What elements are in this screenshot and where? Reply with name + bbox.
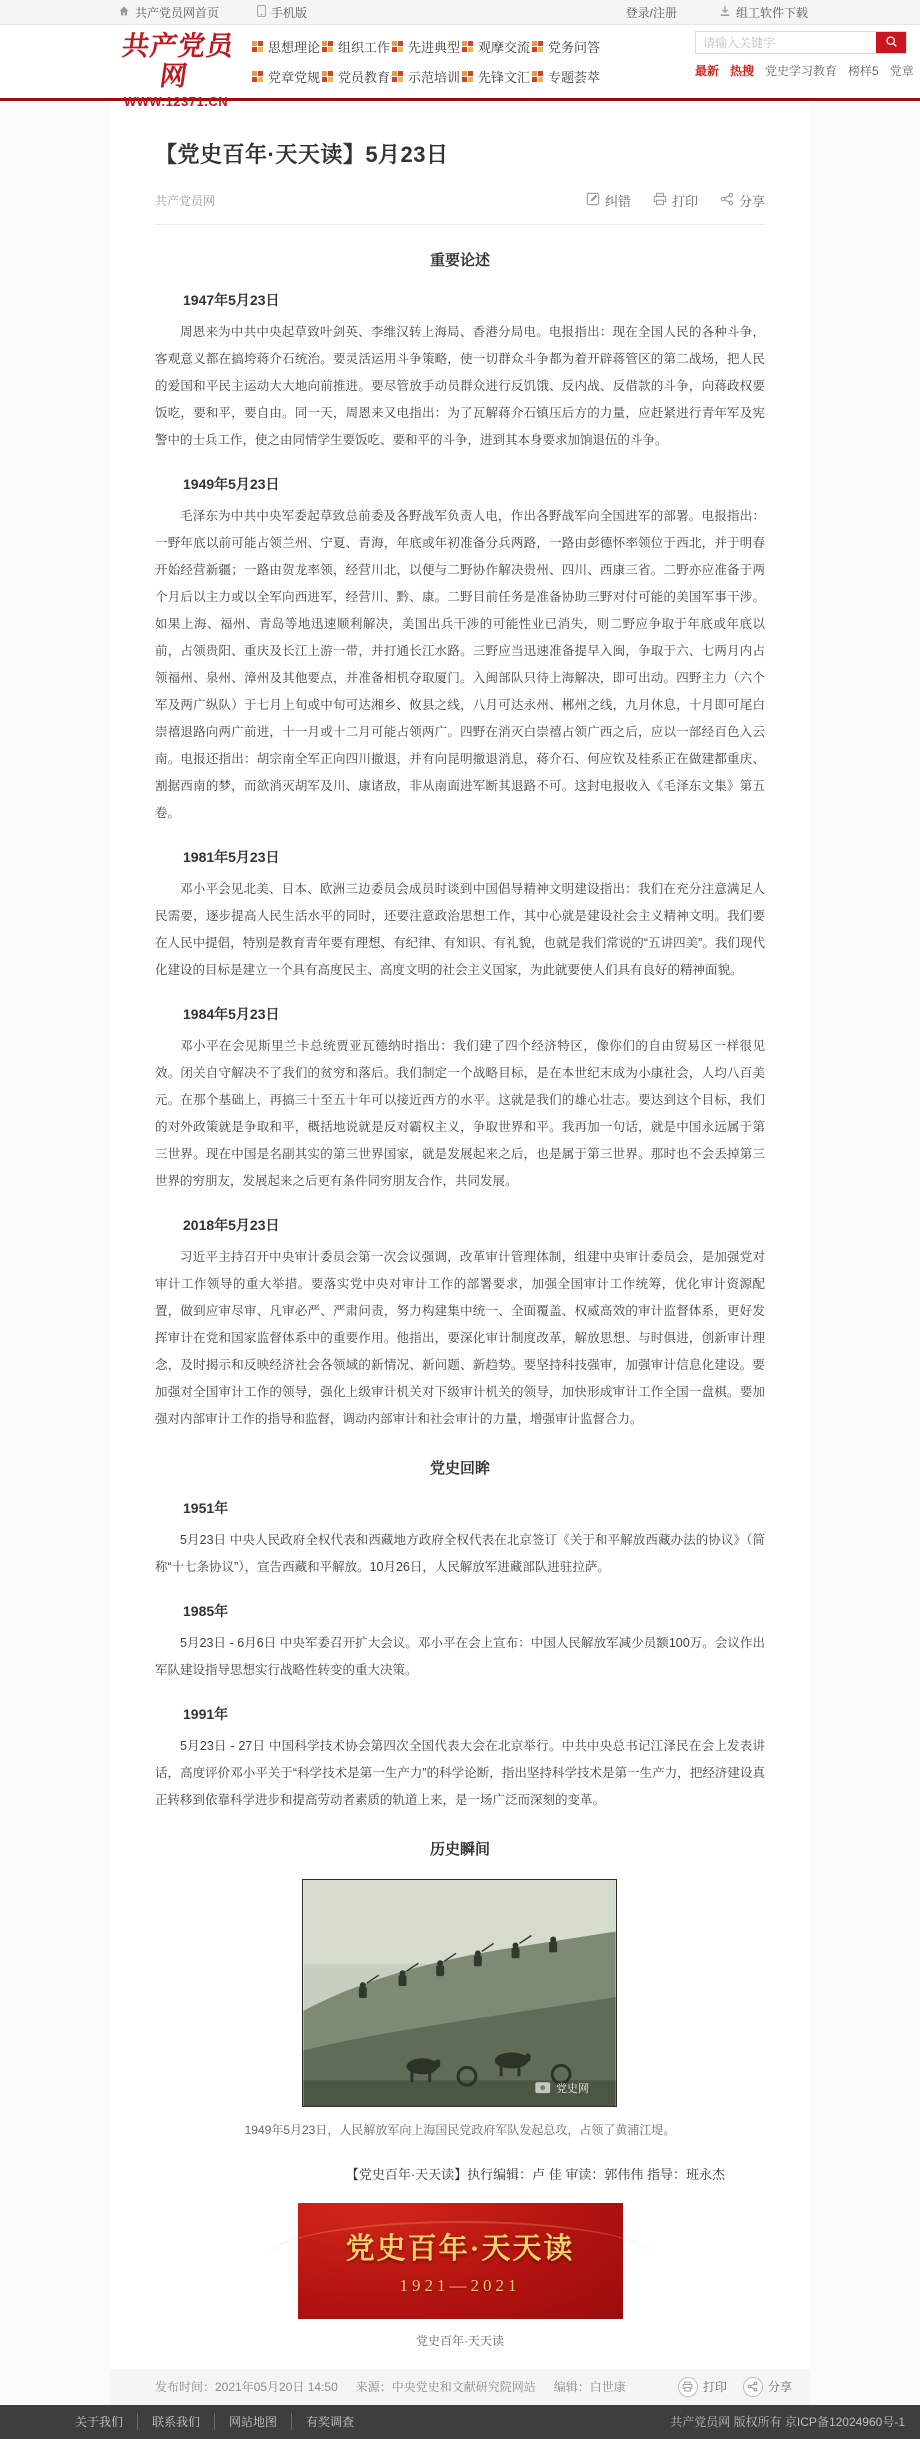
nav-label: 专题荟萃 <box>548 69 601 85</box>
footer-link-contact[interactable]: 联系我们 <box>137 2413 214 2430</box>
footer-link-survey[interactable]: 有奖调查 <box>291 2413 368 2430</box>
hotword-dangzhang[interactable]: 党章 <box>889 64 914 78</box>
home-icon <box>118 5 130 20</box>
date-heading: 1981年5月23日 <box>183 848 280 865</box>
hotwords-row <box>695 62 914 79</box>
photo-caption: 1949年5月23日，人民解放军向上海国民党政府军队发起总攻，占领了黄浦江堤。 <box>244 2122 676 2137</box>
print-label: 打印 <box>671 193 698 209</box>
series-banner[interactable] <box>298 2203 623 2319</box>
nav-item-zhuantihuicui[interactable] <box>532 67 602 86</box>
site-logo[interactable] <box>112 32 240 109</box>
article <box>110 101 810 2405</box>
section-heading-important-remarks: 重要论述 <box>429 251 490 269</box>
mobile-phone-icon <box>257 5 266 20</box>
hotword-resou[interactable]: 热搜 <box>730 64 755 78</box>
page-title: 【党史百年·天天读】5月23日 <box>155 141 449 167</box>
hotword-zuixin[interactable]: 最新 <box>695 64 720 78</box>
byline <box>155 191 765 210</box>
history-photo-figure <box>302 1879 619 2107</box>
publish-time: 发布时间：2021年05月20日 14:50 <box>155 2380 338 2395</box>
search-button[interactable] <box>876 32 906 53</box>
mobile-version-label: 手机版 <box>271 5 308 20</box>
share-label: 分享 <box>738 193 765 209</box>
nav-item-zuzhigongzuo[interactable] <box>322 37 392 56</box>
nav-label: 党员教育 <box>338 69 391 85</box>
section-heading-history-review: 党史回眸 <box>429 1459 490 1477</box>
nav-grid-icon <box>322 71 333 82</box>
print-label: 打印 <box>702 2380 727 2395</box>
date-heading: 1984年5月23日 <box>183 1005 280 1022</box>
correct-icon <box>586 192 600 209</box>
article-paragraph: 5月23日 - 27日 中国科学技术协会第四次全国代表大会在北京举行。中共中央总书记江泽民在会上发表讲话，高度评价邓小平关于“科学技术是第一生产力”的科学论断，指出坚持科学技术是第一生产力，把经济建设真正转移到依靠科学进步和提高劳动者素质的轨道上来，是一场广泛而深刻的变革。 <box>155 1738 765 1807</box>
search-area <box>695 31 914 79</box>
share-icon <box>720 192 734 209</box>
article-paragraph: 周恩来为中共中央起草致叶剑英、李维汉转上海局、香港分局电。电报指出：现在全国人民的各种斗争，客观意义都在搞垮蒋介石统治。要灵活运用斗争策略，使一切群众斗争都为着开辟蒋管区的第二战场，把人民的爱国和平民主运动大大地向前推进。要尽管放手动员群众进行反饥饿、反内战、反借款的斗争，向蒋政权要饭吃，要和平，要自由。同一天，周恩来又电指出：为了瓦解蒋介石镇压后方的力量，应赶紧进行青年军及宪警中的士兵工作，使之由同情学生要饭吃、要和平的斗争，进到其本身要求加饷退伍的斗争。 <box>155 324 765 447</box>
share-button-bottom[interactable] <box>743 2377 792 2397</box>
nav-item-guanmojiaoliu[interactable] <box>462 37 532 56</box>
photo-watermark: 党史网 <box>555 2082 589 2095</box>
share-label: 分享 <box>767 2380 792 2395</box>
nav-item-shifanpeixun[interactable] <box>392 67 462 86</box>
date-heading: 1947年5月23日 <box>183 291 280 308</box>
editor-credit-line: 【党史百年·天天读】执行编辑：卢 佳 审读：郭伟伟 指导：班永杰 <box>345 2166 725 2182</box>
main-nav <box>252 35 602 95</box>
site-header <box>0 25 920 110</box>
download-icon <box>719 5 731 20</box>
search-input[interactable] <box>696 32 876 53</box>
article-paragraph: 毛泽东为中共中央军委起草致总前委及各野战军负责人电，作出各野战军向全国进军的部署。电报指出：一野年底以前可能占领兰州、宁夏、青海，年底或年初准备分兵两路，一路由彭德怀率领位于西北，并于明春开始经营新疆；一路由贺龙率领，经营川北，以便与二野协作解决贵州、四川、西康三省。二野亦应准备于两个月后以主力或以全军向西进军，经营川、黔、康。二野目前任务是准备协助三野对付可能的美国军事干涉。如果上海、福州、青岛等地迅速顺利解决，美国出兵干涉的可能性业已消失，则二野应争取于年底或年底以前，占领贵阳、重庆及长江上游一带，并打通长江水路。三野应当迅速准备提早入闽，争取于六、七两月内占领福州、泉州、漳州及其他要点，并准备相机夺取厦门。入闽部队只待上海解决，即可出动。四野主力（六个军及两广纵队）于七月上旬或中旬可达湘乡、攸县之线，八月可达永州、郴州之线，九月休息，十月即可尾白崇禧退路向两广前进，十一月或十二月可能占领两广。四野在消灭白崇禧占领广西之后，应以一部经百色入云南。电报还指出：胡宗南全军正向四川撤退，并有向昆明撤退消息，蒋介石、何应钦及桂系正在做建都重庆、割据西南的梦，而欲消灭胡军及川、康诸敌，非从南面进军断其退路不可。这封电报收入《毛泽东文集》第五卷。 <box>155 508 765 820</box>
date-heading: 1985年 <box>183 1602 229 1619</box>
nav-grid-icon <box>252 41 263 52</box>
history-photo <box>302 1879 617 2107</box>
article-paragraph: 5月23日 - 6月6日 中央军委召开扩大会议。邓小平在会上宣布：中国人民解放军减少员额100万。会议作出军队建设指导思想实行战略性转变的重大决策。 <box>155 1635 765 1677</box>
home-link[interactable] <box>118 4 219 21</box>
nav-item-dangyuanjiaoyu[interactable] <box>322 67 392 86</box>
printer-icon <box>678 2377 698 2397</box>
nav-grid-icon <box>252 71 263 82</box>
software-download-label: 组工软件下载 <box>735 5 808 20</box>
home-link-label: 共产党员网首页 <box>135 5 220 20</box>
site-footer <box>0 2405 920 2439</box>
byline-divider <box>155 224 765 225</box>
search-icon <box>885 35 898 51</box>
main-area <box>0 101 920 2405</box>
nav-grid-icon <box>462 41 473 52</box>
correct-button[interactable] <box>586 191 631 210</box>
nav-item-xianfengwenhui[interactable] <box>462 67 532 86</box>
banner-years: 1921—2021 <box>399 2275 521 2295</box>
nav-item-xianjindianxing[interactable] <box>392 37 462 56</box>
nav-label: 观摩交流 <box>478 39 531 55</box>
correct-label: 纠错 <box>604 193 631 209</box>
date-heading: 1991年 <box>183 1705 229 1722</box>
hotword-bangyang5[interactable]: 榜样5 <box>848 64 879 78</box>
share-button[interactable] <box>720 191 765 210</box>
nav-item-dangwuwenda[interactable] <box>532 37 602 56</box>
mobile-version-link[interactable] <box>257 4 307 21</box>
nav-grid-icon <box>392 71 403 82</box>
nav-label: 党务问答 <box>548 39 601 55</box>
nav-grid-icon <box>392 41 403 52</box>
banner-caption: 党史百年·天天读 <box>416 2333 504 2348</box>
hotword-dangshixuexijiaoyu[interactable]: 党史学习教育 <box>765 64 838 78</box>
share-icon <box>743 2377 763 2397</box>
login-register-label: 登录/注册 <box>625 5 677 20</box>
footer-link-about[interactable]: 关于我们 <box>75 2415 124 2430</box>
top-utility-bar <box>0 0 920 25</box>
nav-item-dangzhangdanggui[interactable] <box>252 67 322 86</box>
print-button[interactable] <box>653 191 698 210</box>
footer-link-sitemap[interactable]: 网站地图 <box>214 2413 291 2430</box>
publish-source: 来源：中央党史和文献研究院网站 <box>355 2380 536 2395</box>
site-logo-name: 共产党员网 <box>120 31 237 91</box>
publish-info-bar <box>110 2369 810 2405</box>
footer-copyright: 共产党员网 版权所有 京ICP备12024960号-1 <box>670 2415 905 2430</box>
nav-label: 组织工作 <box>338 39 391 55</box>
publish-editor: 编辑：白世康 <box>553 2380 626 2395</box>
article-paragraph: 习近平主持召开中央审计委员会第一次会议强调，改革审计管理体制，组建中央审计委员会，是加强党对审计工作领导的重大举措。要落实党中央对审计工作的部署要求，加强全国审计工作统筹，优化审计资源配置，做到应审尽审、凡审必严、严肃问责，努力构建集中统一、全面覆盖、权威高效的审计监督体系，更好发挥审计在党和国家监督体系中的重要作用。他指出，要深化审计制度改革，解放思想、与时俱进，创新审计理念，及时揭示和反映经济社会各领域的新情况、新问题、新趋势。要坚持科技强审，加强审计信息化建设。要加强对全国审计工作的领导，强化上级审计机关对下级审计机关的领导，加快形成审计工作全国一盘棋。要加强对内部审计工作的指导和监督，调动内部审计和社会审计的力量，增强审计监督合力。 <box>155 1249 765 1426</box>
nav-label: 先进典型 <box>408 39 461 55</box>
nav-grid-icon <box>532 41 543 52</box>
nav-grid-icon <box>532 71 543 82</box>
article-paragraph: 5月23日 中央人民政府全权代表和西藏地方政府全权代表在北京签订《关于和平解放西藏办法的协议》（简称“十七条协议”），宣告西藏和平解放。10月26日，人民解放军进藏部队进驻拉萨。 <box>155 1532 765 1574</box>
date-heading: 1951年 <box>183 1499 229 1516</box>
nav-label: 党章党规 <box>268 69 321 85</box>
printer-icon <box>653 192 667 209</box>
section-heading-historic-moment: 历史瞬间 <box>429 1840 490 1858</box>
article-paragraph: 邓小平在会见斯里兰卡总统贾亚瓦德纳时指出：我们建了四个经济特区，像你们的自由贸易区一样很见效。闭关自守解决不了我们的贫穷和落后。我们制定一个战略目标，是在本世纪末成为小康社会，人均八百美元。在那个基础上，再搞三十至五十年可以接近西方的水平。这就是我们的雄心壮志。要达到这个目标，我们的对外政策就是争取和平，概括地说就是反对霸权主义，争取世界和平。我再加一句话，就是中国永远属于第三世界。现在中国是名副其实的第三世界国家，就是发展起来之后，也是属于第三世界。那时也不会丢掉第三世界的穷朋友，发展起来之后更有条件同穷朋友合作，共同发展。 <box>155 1038 765 1188</box>
nav-grid-icon <box>322 41 333 52</box>
nav-grid-icon <box>462 71 473 82</box>
nav-item-sixianglilun[interactable] <box>252 37 322 56</box>
date-heading: 2018年5月23日 <box>183 1216 280 1233</box>
nav-label: 思想理论 <box>268 39 321 55</box>
print-button-bottom[interactable] <box>678 2377 727 2397</box>
banner-title: 党史百年·天天读 <box>345 2232 575 2265</box>
login-register-link[interactable] <box>626 4 677 21</box>
site-logo-url: WWW.12371.CN <box>123 94 229 110</box>
article-source: 共产党员网 <box>155 193 216 208</box>
software-download-link[interactable] <box>719 4 808 21</box>
date-heading: 1949年5月23日 <box>183 475 280 492</box>
article-paragraph: 邓小平会见北美、日本、欧洲三边委员会成员时谈到中国倡导精神文明建设指出：我们在充分注意满足人民需要，逐步提高人民生活水平的同时，还要注意政治思想工作，其中心就是建设社会主义精神文明。我们要在人民中提倡，特别是教育青年要有理想、有纪律、有知识、有礼貌，也就是我们常说的“五讲四美”。我们现代化建设的目标是建立一个具有高度民主、高度文明的社会主义国家，为此就要使人们具有良好的精神面貌。 <box>155 881 765 977</box>
nav-label: 先锋文汇 <box>478 69 531 85</box>
nav-label: 示范培训 <box>408 69 461 85</box>
